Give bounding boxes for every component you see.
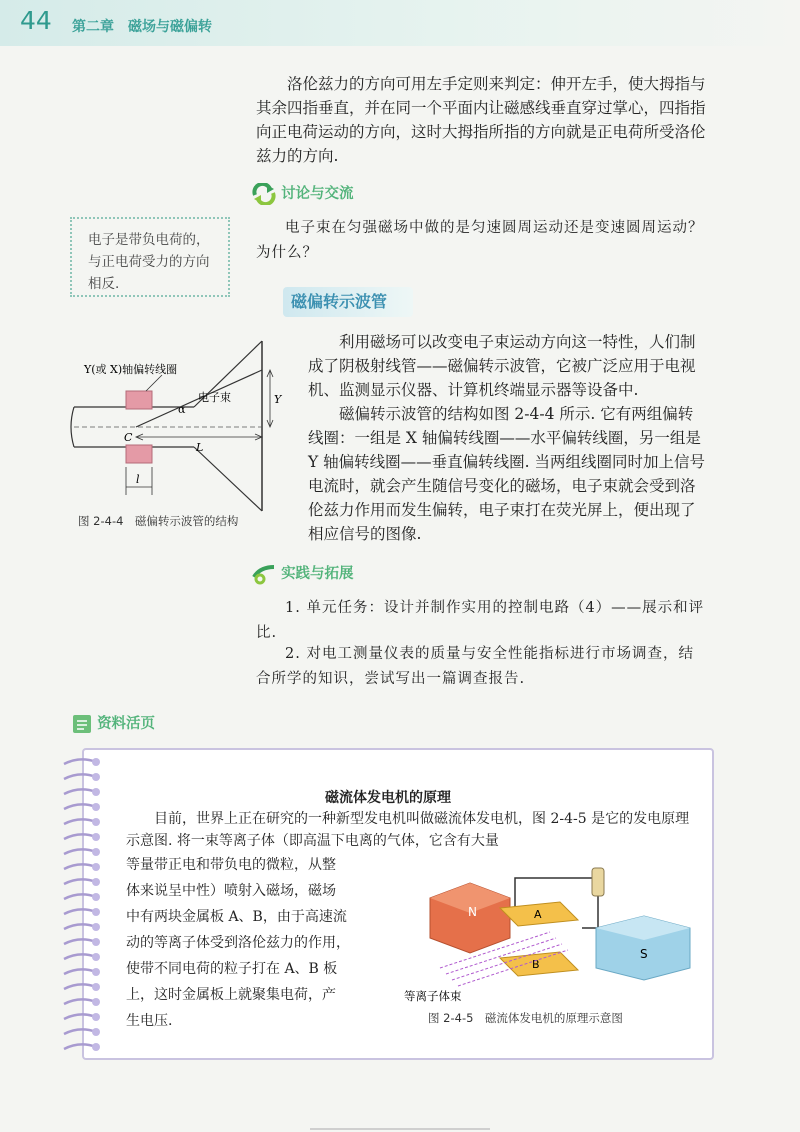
left-hand-rule-paragraph: 洛伦兹力的方向可用左手定则来判定：伸开左手，使大拇指与其余四指垂直，并在同一个平面内让磁感线垂直穿过掌心，四指指向正电荷运动的方向，这时大拇指所指的方向就是正电荷所受洛伦兹力的方向.	[256, 75, 706, 165]
resource-badge	[72, 712, 155, 734]
magnet-s-label: S	[640, 947, 648, 961]
practice-badge-label: 实践与拓展	[281, 566, 354, 582]
figure-oscilloscope-diagram	[70, 335, 290, 515]
resource-line: 生电压.	[126, 1013, 173, 1029]
discussion-question: 电子束在匀强磁场中做的是匀速圆周运动还是变速圆周运动？为什么？	[256, 220, 704, 261]
page-header	[0, 0, 800, 46]
practice-swoosh-icon	[252, 563, 276, 585]
resource-badge-label: 资料活页	[97, 716, 156, 732]
plasma-label: 等离子体束	[404, 989, 462, 1003]
magnet-n-label: N	[468, 905, 477, 919]
alpha-label: α	[178, 403, 186, 416]
beam-label: 电子束	[198, 391, 231, 404]
notebook-rings	[60, 756, 100, 1056]
resource-intro: 目前，世界上正在研究的一种新型发电机叫做磁流体发电机，图 2-4-5 是它的发电原理示意图. 将一束等离子体（即高温下电离的气体，它含有大量	[126, 811, 690, 849]
oscilloscope-intro-paragraph: 利用磁场可以改变电子束运动方向这一特性，人们制成了阴极射线管——磁偏转示波管，它被广泛应用于电视机、监测显示仪器、计算机终端显示器等设备中.	[308, 333, 696, 399]
discussion-arrows-icon	[252, 183, 276, 205]
resource-line: 动的等离子体受到洛伦兹力的作用，	[126, 935, 350, 951]
coil-top	[126, 391, 152, 409]
resource-line: 使带不同电荷的粒子打在 A、B 板	[126, 961, 338, 977]
discussion-badge	[252, 182, 354, 205]
practice-badge	[252, 562, 354, 585]
coil-bottom	[126, 445, 152, 463]
plate-b-label: B	[532, 958, 540, 971]
figure-mhd-generator	[400, 858, 700, 1008]
load-resistor	[592, 868, 604, 896]
cone-lower	[194, 447, 262, 511]
y-label: Y	[274, 393, 282, 406]
oscilloscope-structure-paragraph: 磁偏转示波管的结构如图 2-4-4 所示. 它有两组偏转线圈：一组是 X 轴偏转线圈——水平偏转线圈，另一组是 Y 轴偏转线圈——垂直偏转线圈. 当两组线圈同时加上信号电流时，就会产生随信号变化的磁场，电子束就会受到洛伦兹力作用而发生偏转，电子束打在荧光屏上，便出现了相应信号的图像.	[308, 405, 706, 543]
figure-2-4-5-caption: 图 2-4-5 磁流体发电机的原理示意图	[428, 1011, 623, 1025]
resource-line: 中有两块金属板 A、B，由于高速流	[126, 909, 347, 925]
resource-title: 磁流体发电机的原理	[325, 790, 451, 806]
chapter-title: 第二章 磁场与磁偏转	[72, 19, 212, 35]
small-l-label: l	[136, 473, 140, 486]
resource-line: 体来说呈中性）喷射入磁场，磁场	[126, 883, 336, 899]
bottom-divider	[310, 1128, 490, 1130]
plate-a-label: A	[534, 908, 542, 921]
section-heading: 磁偏转示波管	[283, 287, 413, 317]
big-l-label: L	[196, 441, 204, 454]
c-label: C	[124, 431, 133, 444]
page-number: 44	[20, 6, 52, 35]
practice-item-2: 2. 对电工测量仪表的质量与安全性能指标进行市场调查，结合所学的知识，尝试写出一篇调查报告.	[256, 646, 694, 687]
practice-item-1: 1. 单元任务：设计并制作实用的控制电路（4）——展示和评比.	[256, 600, 705, 641]
figure-2-4-4-caption: 图 2-4-4 磁偏转示波管的结构	[78, 514, 239, 528]
discussion-badge-label: 讨论与交流	[281, 186, 354, 202]
side-note	[70, 217, 230, 297]
resource-body-lines	[126, 852, 406, 1034]
coil-label: Y(或 X)轴偏转线圈	[84, 363, 178, 376]
side-note-text: 电子是带负电荷的，与正电荷受力的方向相反.	[88, 232, 210, 292]
resource-notebook-icon	[72, 714, 92, 734]
resource-line: 上，这时金属板上就聚集电荷，产	[126, 987, 336, 1003]
resource-line: 等量带正电和带负电的微粒，从整	[126, 857, 336, 873]
